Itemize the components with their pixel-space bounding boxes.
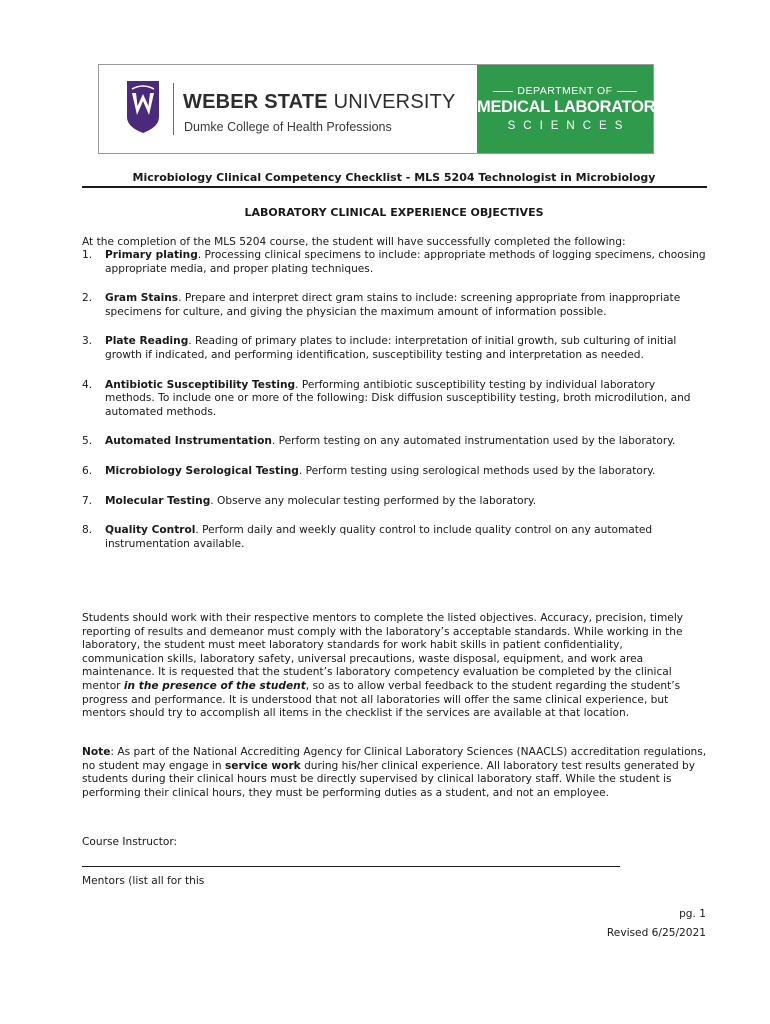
intro-text: At the completion of the MLS 5204 course, the student will have successfully completed the following: [82, 236, 626, 248]
document-title: Microbiology Clinical Competency Checklist - MLS 5204 Technologist in Microbiology [132, 171, 656, 184]
naacls-note-paragraph: Note: As part of the National Accrediting Agency for Clinical Laboratory Sciences (NAACLS) accreditation regulations, no student may engage in service work during his/her clinical experience. All laboratory test results generated by students during their clinical hours must be directly supervised by clinical laboratory staff. While the student is performing their clinical hours, they must be performing duties as a student, and not an employee. [82, 746, 707, 799]
course-instructor-label: Course Instructor: [82, 836, 178, 848]
objective-item: 6. Microbiology Serological Testing. Perform testing using serological methods used by the laboratory. [82, 464, 656, 477]
objective-item: 1. Primary plating. Processing clinical specimens to include: appropriate methods of logging specimens, choosing appropriate media, and proper plating techniques. [82, 249, 706, 275]
department-of-label: DEPARTMENT OF [477, 85, 653, 97]
objective-item: 8. Quality Control. Perform daily and weekly quality control to include quality control on any automated instrumentation available. [82, 524, 653, 550]
revision-date: Revised 6/25/2021 [606, 927, 706, 939]
title-rule [82, 186, 707, 188]
university-name: WEBER STATE UNIVERSITY [183, 91, 456, 113]
page-number: pg. 1 [679, 908, 706, 920]
section-title: LABORATORY CLINICAL EXPERIENCE OBJECTIVES [244, 206, 544, 219]
instructor-signature-line[interactable] [82, 866, 620, 867]
department-banner [477, 65, 666, 153]
objective-item: 5. Automated Instrumentation. Perform testing on any automated instrumentation used by the laboratory. [82, 435, 676, 448]
objective-item: 7. Molecular Testing. Observe any molecular testing performed by the laboratory. [82, 494, 537, 507]
objective-item: 3. Plate Reading. Reading of primary plates to include: interpretation of initial growth, sub culturing of initial growth if indicated, and performing identification, susceptibility testing and interpretation as needed. [82, 335, 677, 361]
logo-divider [173, 83, 174, 135]
letterhead [98, 64, 666, 154]
weber-state-shield-logo [125, 79, 161, 135]
department-subname: SCIENCES [507, 120, 631, 132]
mentor-instructions-paragraph: Students should work with their respective mentors to complete the listed objectives. Accuracy, precision, timely reporting of results and demeanor must comply with the laboratory’s acceptable standards. While working in the laboratory, the student must meet laboratory standards for work habit skills in patient confidentiality, communication skills, laboratory safety, universal precautions, waste disposal, equipment, and work area maintenance. It is requested that the student’s laboratory competency evaluation be completed by the clinical mentor in the presence of the student, so as to allow verbal feedback to the student regarding the student’s progress and performance. It is understood that not all laboratories will offer the same clinical experience, but mentors should try to accomplish all items in the checklist if the services are available at that location. [82, 612, 684, 720]
objective-item: 2. Gram Stains. Prepare and interpret direct gram stains to include: screening appropriate from inappropriate specimens for culture, and giving the physician the maximum amount of information possible. [82, 292, 681, 318]
mentors-label: Mentors (list all for this [82, 875, 205, 887]
objective-item: 4. Antibiotic Susceptibility Testing. Performing antibiotic susceptibility testing by individual laboratory methods. To include one or more of the following: Disk diffusion susceptibility testing, broth microdilution, and automated methods. [82, 378, 691, 418]
department-name: MEDICAL LABORATORY [477, 98, 666, 116]
college-name: Dumke College of Health Professions [184, 120, 392, 134]
objectives-list [82, 249, 707, 551]
